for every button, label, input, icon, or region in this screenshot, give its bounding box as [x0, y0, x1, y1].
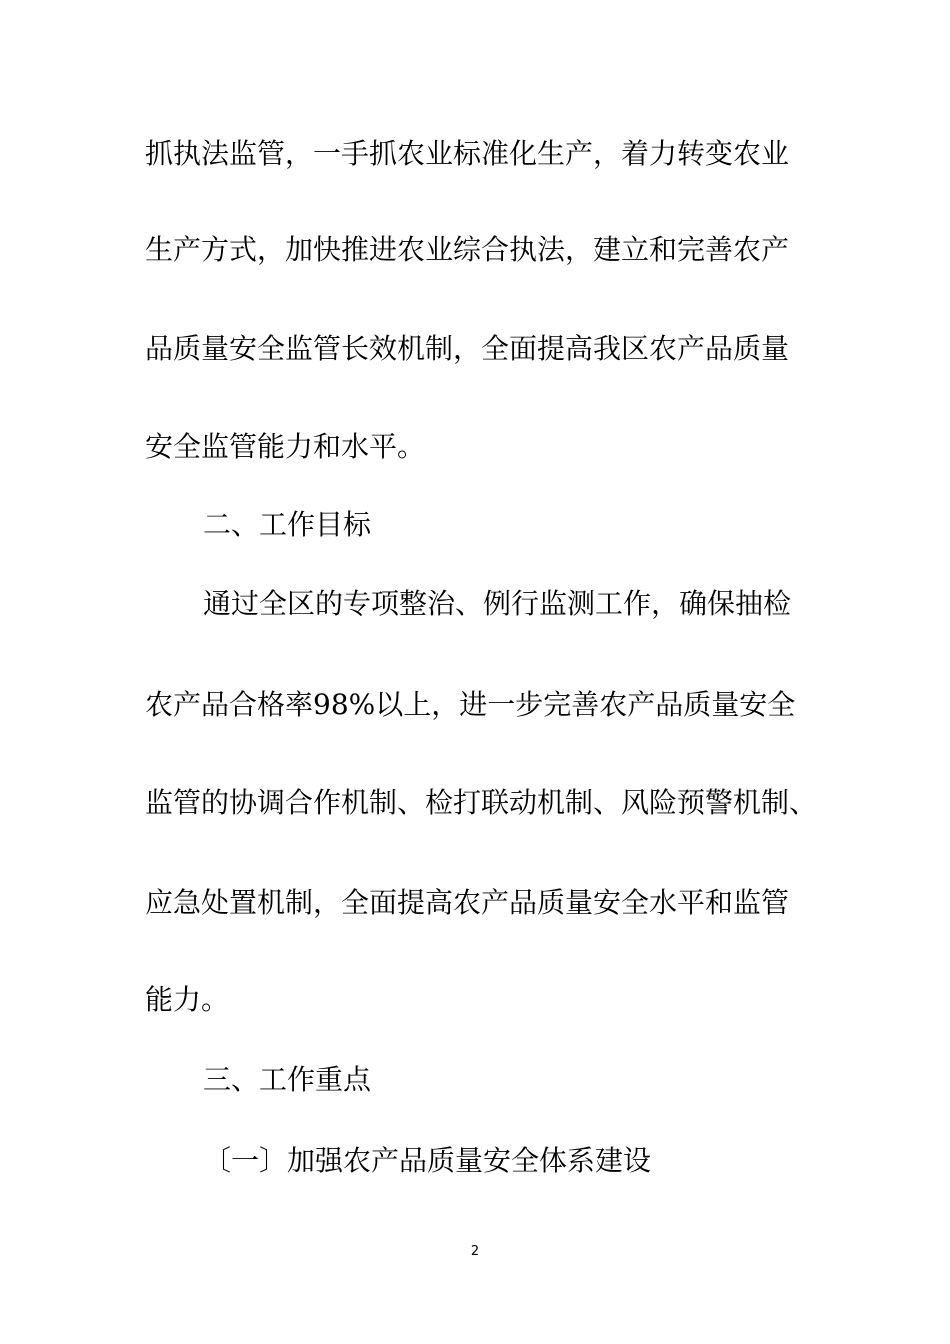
- body-text-line: 监管的协调合作机制、检打联动机制、风险预警机制、: [145, 786, 818, 819]
- section-heading: 二、工作目标: [203, 508, 372, 541]
- body-text-line: 安全监管能力和水平。: [145, 430, 426, 463]
- body-text-line: 应急处置机制，全面提高农产品质量安全水平和监管: [145, 886, 790, 919]
- body-text-line: 农产品合格率98%以上，进一步完善农产品质量安全: [145, 688, 796, 721]
- body-text-line: 能力。: [145, 983, 230, 1016]
- section-heading: 三、工作重点: [203, 1063, 372, 1096]
- body-text-line: 通过全区的专项整治、例行监测工作，确保抽检: [203, 587, 792, 620]
- page-number: 2: [470, 1244, 480, 1259]
- body-text-line: 生产方式，加快推进农业综合执法，建立和完善农产: [145, 233, 790, 266]
- body-text-line: 品质量安全监管长效机制，全面提高我区农产品质量: [145, 332, 790, 365]
- sub-heading: 〔一〕加强农产品质量安全体系建设: [203, 1144, 652, 1177]
- body-text-line: 抓执法监管，一手抓农业标准化生产，着力转变农业: [145, 137, 790, 170]
